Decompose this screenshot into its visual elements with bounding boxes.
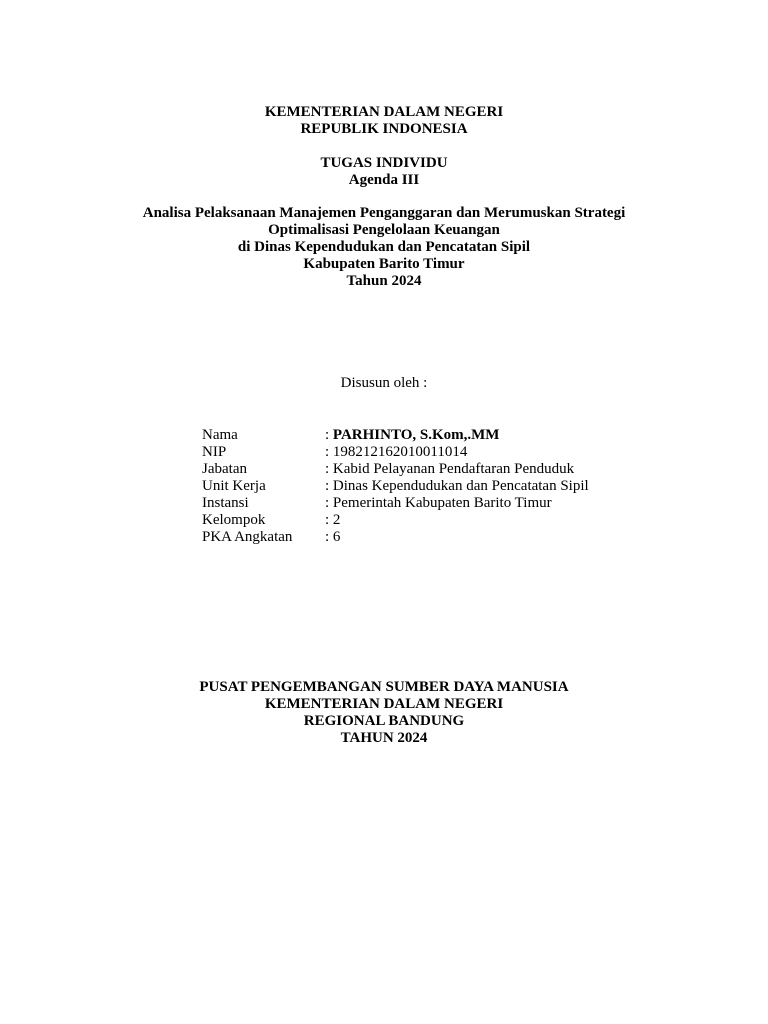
task-type: TUGAS INDIVIDU <box>320 155 448 171</box>
info-label: NIP <box>202 444 227 460</box>
institution-footer <box>0 679 768 747</box>
info-value: : Kabid Pelayanan Pendaftaran Penduduk <box>325 461 575 477</box>
info-row-agency <box>202 495 622 512</box>
report-title <box>0 205 768 290</box>
info-value: : 198212162010011014 <box>325 444 468 460</box>
title-line-2: Optimalisasi Pengelolaan Keuangan <box>268 222 500 238</box>
title-line-3: di Dinas Kependudukan dan Pencatatan Sipil <box>237 239 531 255</box>
footer-line-1: PUSAT PENGEMBANGAN SUMBER DAYA MANUSIA <box>199 679 569 695</box>
ministry-name: KEMENTERIAN DALAM NEGERI <box>264 104 504 120</box>
info-label: Instansi <box>202 495 249 511</box>
info-value: : Dinas Kependudukan dan Pencatatan Sipil <box>325 478 589 494</box>
info-row-work-unit <box>202 478 622 495</box>
info-label: Kelompok <box>202 512 266 528</box>
info-row-name <box>202 427 622 444</box>
country-name: REPUBLIK INDONESIA <box>300 121 468 137</box>
info-value: : 6 <box>325 529 341 545</box>
info-value: : 2 <box>325 512 341 528</box>
info-label: Jabatan <box>202 461 247 477</box>
task-heading <box>0 155 768 189</box>
title-line-4: Kabupaten Barito Timur <box>303 256 465 272</box>
info-row-group <box>202 512 622 529</box>
info-row-batch <box>202 529 622 546</box>
footer-line-2: KEMENTERIAN DALAM NEGERI <box>264 696 504 712</box>
info-value: : Pemerintah Kabupaten Barito Timur <box>325 495 552 511</box>
info-label: PKA Angkatan <box>202 529 293 545</box>
info-label: Unit Kerja <box>202 478 266 494</box>
ministry-header <box>0 104 768 138</box>
info-row-position <box>202 461 622 478</box>
title-year: Tahun 2024 <box>346 273 422 289</box>
prepared-by-label: Disusun oleh : <box>340 375 428 391</box>
info-colon: : <box>325 427 333 443</box>
agenda-label: Agenda III <box>348 172 420 188</box>
info-value <box>325 427 499 444</box>
info-row-nip <box>202 444 622 461</box>
author-info-table <box>202 427 622 546</box>
title-line-1: Analisa Pelaksanaan Manajemen Penganggaran dan Merumuskan Strategi <box>142 205 626 221</box>
info-label: Nama <box>202 427 238 443</box>
footer-line-3: REGIONAL BANDUNG <box>303 713 465 729</box>
footer-year: TAHUN 2024 <box>340 730 428 746</box>
author-name: PARHINTO, S.Kom,.MM <box>332 427 500 443</box>
